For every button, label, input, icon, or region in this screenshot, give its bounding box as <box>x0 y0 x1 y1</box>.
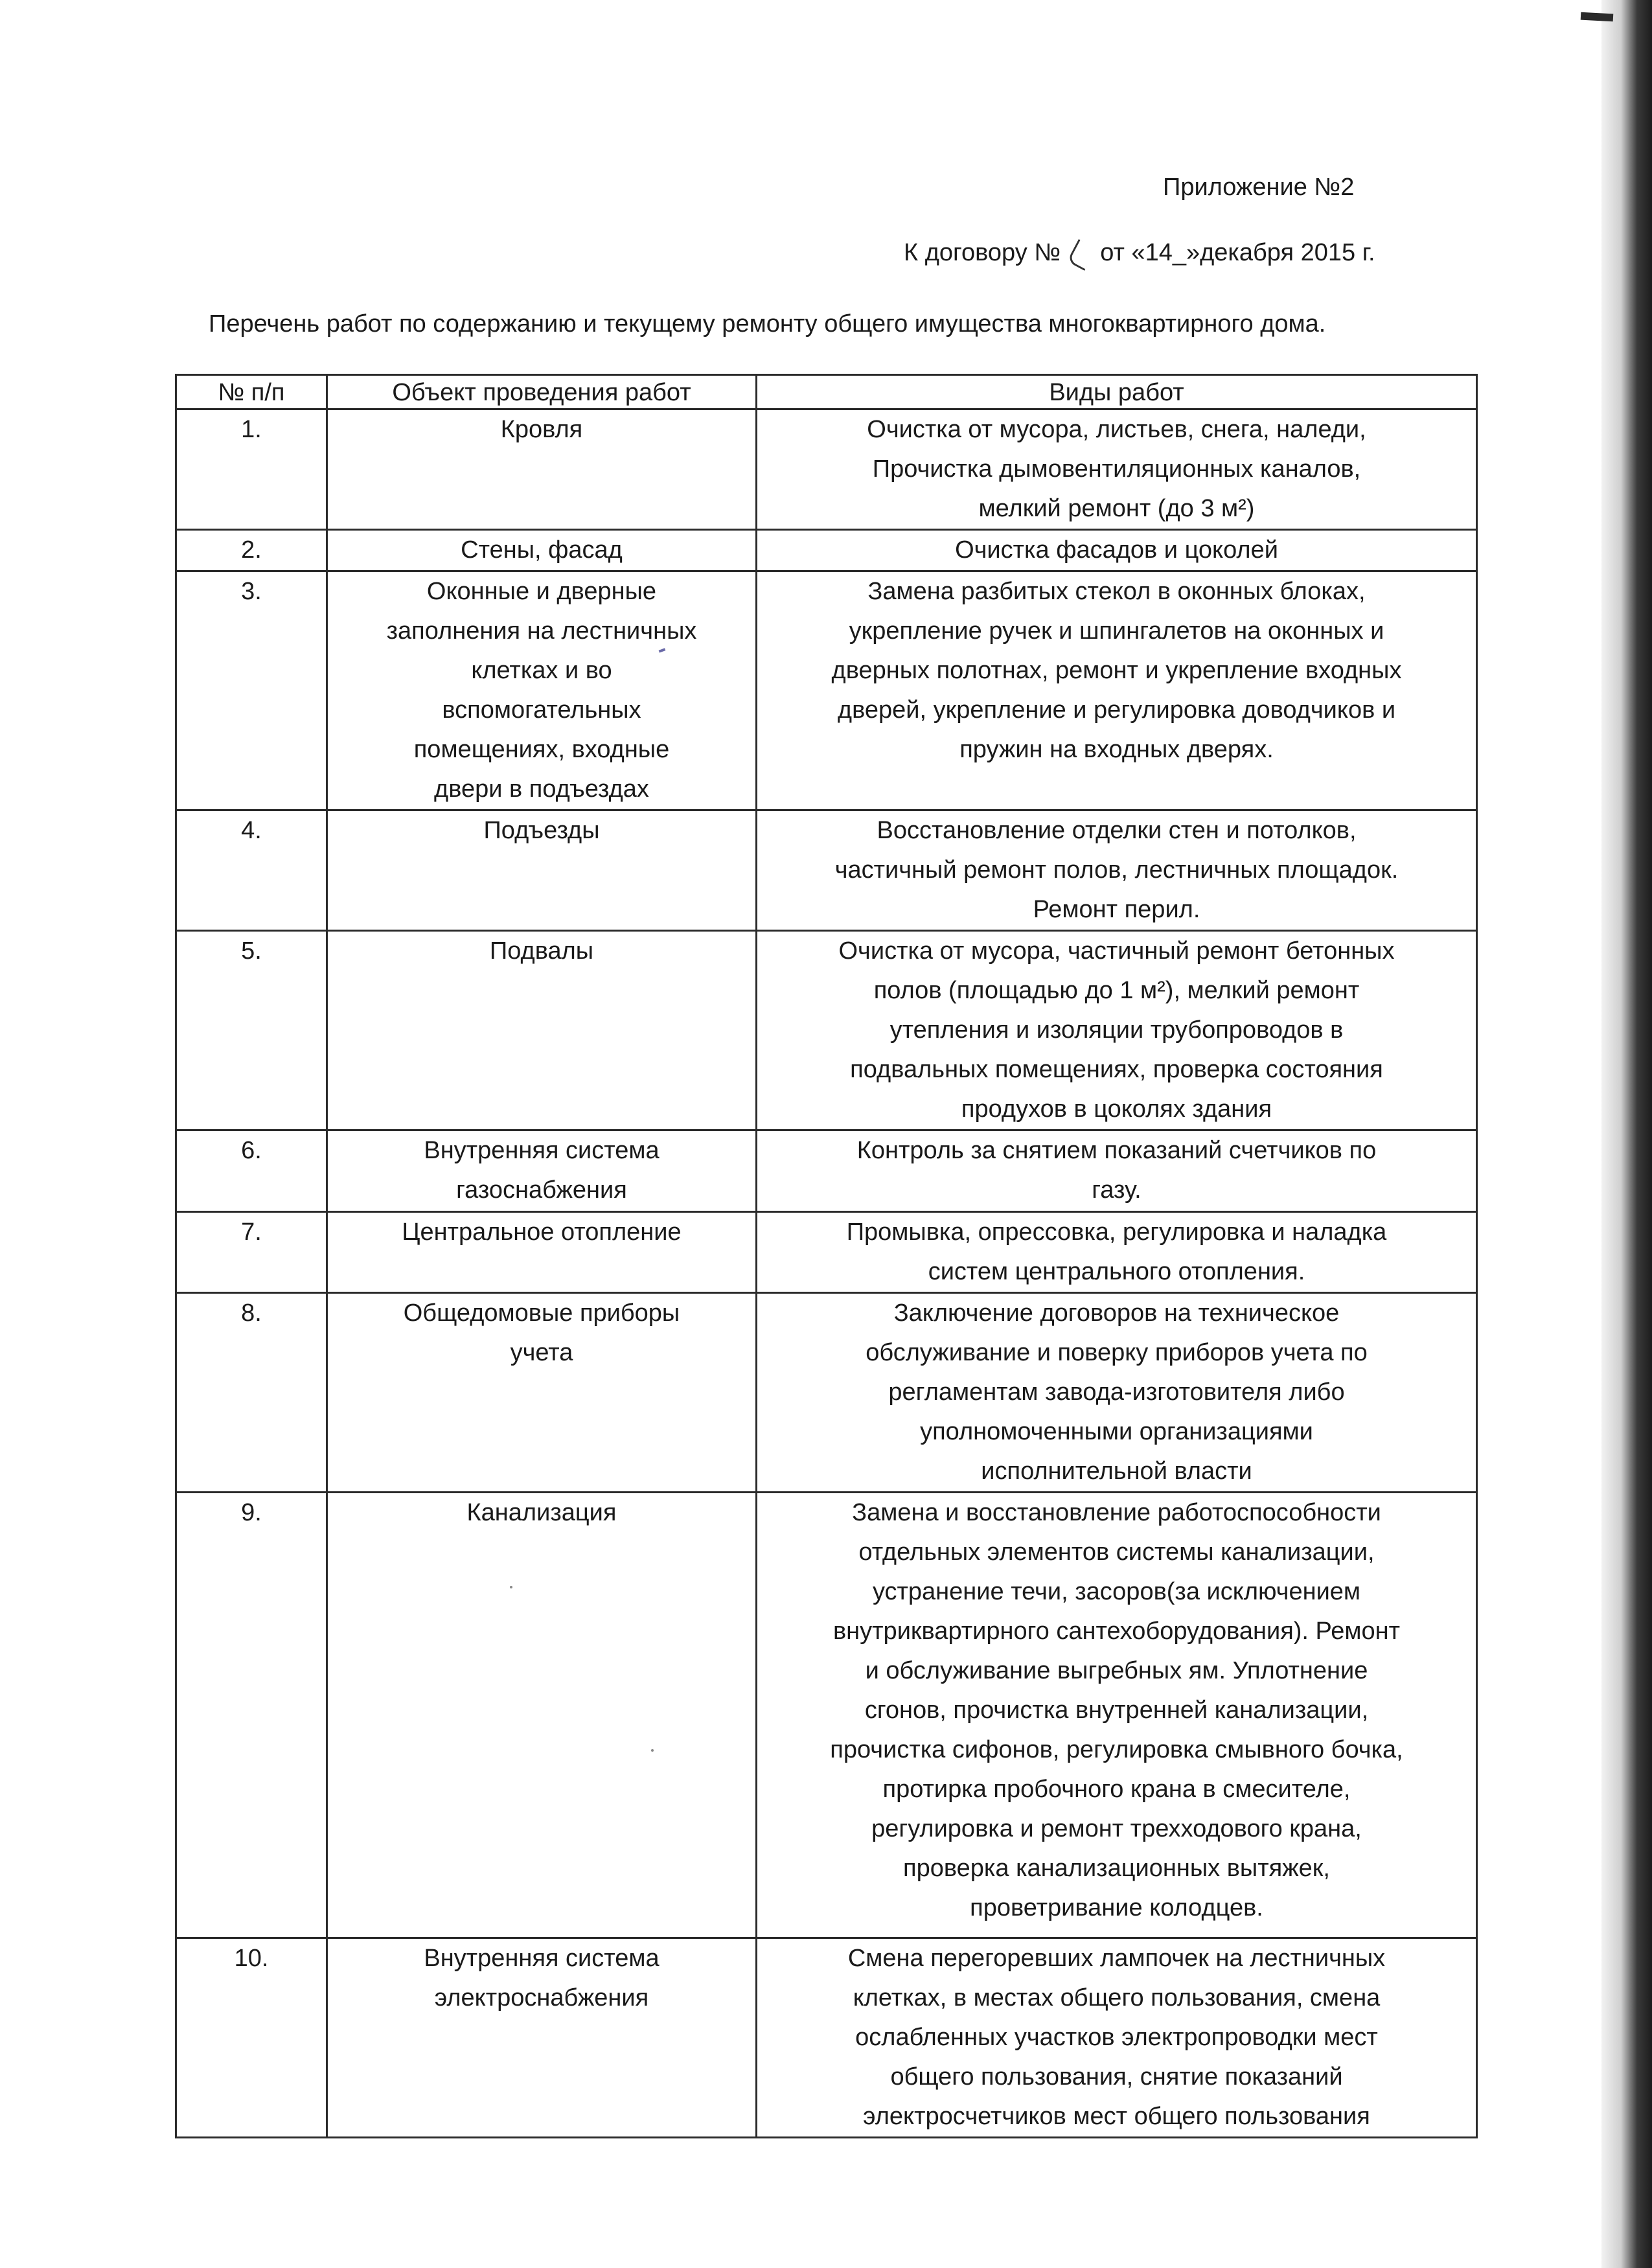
scan-edge-mark <box>1581 12 1614 22</box>
row-number: 2. <box>176 530 327 571</box>
row-works <box>757 409 1477 530</box>
row-object <box>327 1130 757 1212</box>
row-object <box>327 530 757 571</box>
row-works-text: Промывка, опрессовка, регулировка и наладка систем центрального отопления. <box>846 1219 1387 1285</box>
row-object-text: Подвалы <box>489 937 594 965</box>
row-object-text: Центральное отопление <box>402 1219 682 1246</box>
row-works <box>757 530 1477 571</box>
row-works <box>757 571 1477 810</box>
row-works <box>757 1293 1477 1493</box>
row-number: 8. <box>176 1293 327 1493</box>
row-object-text: Стены, фасад <box>461 536 623 564</box>
row-works-text: Восстановление отделки стен и потолков, частичный ремонт полов, лестничных площадок. Ремонт перил. <box>834 817 1399 923</box>
row-works <box>757 931 1477 1130</box>
contract-reference <box>904 238 1375 268</box>
row-object <box>327 1493 757 1938</box>
row-number: 10. <box>176 1938 327 2138</box>
scan-dust-speck <box>651 1749 654 1752</box>
row-number: 5. <box>176 931 327 1130</box>
row-works <box>757 1493 1477 1938</box>
handwritten-number-mark <box>1068 240 1094 268</box>
column-header-number: № п/п <box>176 375 327 409</box>
appendix-label: Приложение №2 <box>1163 174 1355 201</box>
row-works <box>757 1130 1477 1212</box>
row-object <box>327 571 757 810</box>
row-number: 9. <box>176 1493 327 1938</box>
table-row <box>176 1938 1477 2138</box>
contract-date: от «14_»декабря 2015 г. <box>1093 239 1375 266</box>
row-object-text: Оконные и дверные заполнения на лестничных клетках и во вспомогательных помещениях, входные двери в подъездах <box>386 578 697 803</box>
table-row <box>176 1493 1477 1938</box>
table-row <box>176 1293 1477 1493</box>
row-object-text: Внутренняя система электроснабжения <box>424 1945 660 2011</box>
table-row <box>176 530 1477 571</box>
row-works-text: Очистка от мусора, листьев, снега, наледи, Прочистка дымовентиляционных каналов, мелкий ремонт (до 3 м²) <box>867 416 1366 522</box>
row-number: 7. <box>176 1212 327 1293</box>
scan-dark-edge <box>1601 0 1652 2268</box>
document-title: Перечень работ по содержанию и текущему ремонту общего имущества многоквартирного дома. <box>209 310 1326 338</box>
row-works-text: Замена разбитых стекол в оконных блоках, укрепление ручек и шпингалетов на оконных и дверных полотнах, ремонт и укрепление входных дверей, укрепление и регулировка доводчиков и пружин на входных дверях. <box>831 578 1402 763</box>
row-works <box>757 1938 1477 2138</box>
row-object-text: Внутренняя система газоснабжения <box>424 1137 660 1204</box>
row-object <box>327 1938 757 2138</box>
row-works-text: Контроль за снятием показаний счетчиков по газу. <box>856 1137 1377 1204</box>
table-row <box>176 931 1477 1130</box>
table-body <box>176 409 1477 2138</box>
row-works-text: Очистка от мусора, частичный ремонт бетонных полов (площадью до 1 м²), мелкий ремонт утепления и изоляции трубопроводов в подвальных помещениях, проверка состояния продухов в цоколях здания <box>838 937 1395 1123</box>
row-object <box>327 1212 757 1293</box>
row-works-text: Заключение договоров на техническое обслуживание и поверку приборов учета по регламентам завода-изготовителя либо уполномоченными организациями исполнительной власти <box>866 1300 1368 1485</box>
row-number: 1. <box>176 409 327 530</box>
row-number: 3. <box>176 571 327 810</box>
row-works <box>757 1212 1477 1293</box>
row-object <box>327 409 757 530</box>
column-header-object: Объект проведения работ <box>327 375 757 409</box>
row-object <box>327 931 757 1130</box>
column-header-works: Виды работ <box>757 375 1477 409</box>
row-works <box>757 810 1477 931</box>
table-header-row <box>176 375 1477 409</box>
table-row <box>176 1130 1477 1212</box>
row-object-text: Подъезды <box>483 817 600 844</box>
works-table <box>175 374 1478 2138</box>
table-row <box>176 571 1477 810</box>
row-object-text: Общедомовые приборы учета <box>403 1300 680 1366</box>
row-works-text: Смена перегоревших лампочек на лестничных клетках, в местах общего пользования, смена ослабленных участков электропроводки мест общего пользования, снятие показаний электросчетчиков мест общего пользования <box>847 1945 1386 2130</box>
row-object-text: Канализация <box>466 1499 617 1526</box>
row-number: 6. <box>176 1130 327 1212</box>
row-number: 4. <box>176 810 327 931</box>
contract-prefix: К договору № <box>904 239 1068 266</box>
row-works-text: Замена и восстановление работоспособности отдельных элементов системы канализации, устранение течи, засоров(за исключением внутриквартирного сантехоборудования). Ремонт и обслуживание выгребных ям. Уплотнение сгонов, прочистка внутренней канализации, прочистка сифонов, регулировка смывного бочка, протирка пробочного крана в смесителе, регулировка и ремонт трехходового крана, проверка канализационных вытяжек, проветривание колодцев. <box>830 1499 1403 1921</box>
row-object <box>327 1293 757 1493</box>
table-row <box>176 1212 1477 1293</box>
table-row <box>176 409 1477 530</box>
row-object <box>327 810 757 931</box>
row-object-text: Кровля <box>500 416 583 443</box>
table-row <box>176 810 1477 931</box>
row-works-text: Очистка фасадов и цоколей <box>955 536 1278 564</box>
scan-dust-speck <box>510 1586 512 1588</box>
